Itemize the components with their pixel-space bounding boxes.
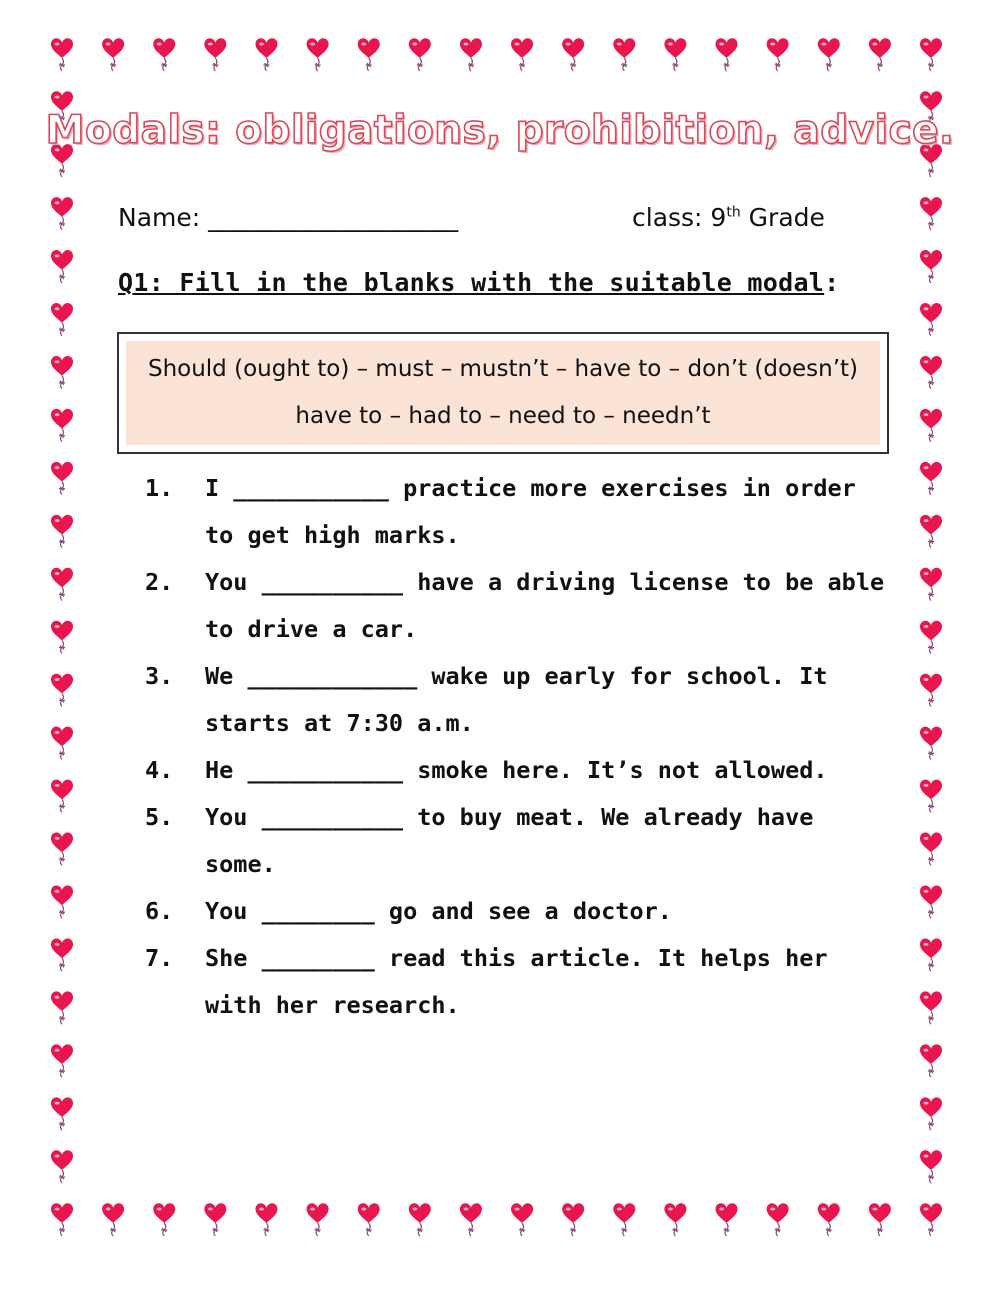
heart-balloon-icon (920, 409, 942, 442)
heart-balloon-icon (307, 1203, 329, 1236)
heart-balloon-icon (664, 38, 686, 71)
heart-balloon-icon (51, 780, 73, 813)
heart-balloon-icon (511, 1203, 533, 1236)
heart-balloon-icon (716, 1203, 738, 1236)
heart-balloon-icon (920, 568, 942, 601)
heart-balloon-icon (51, 568, 73, 601)
heart-balloon-icon (920, 1150, 942, 1183)
question-number: 2. (145, 568, 174, 596)
question-sentence: You ________ go and see a doctor. (205, 897, 672, 925)
heart-balloon-icon (51, 621, 73, 654)
heart-balloon-icon (869, 1203, 891, 1236)
heart-balloon-icon (613, 38, 635, 71)
question-item (145, 465, 885, 559)
heart-balloon-icon (51, 833, 73, 866)
heart-balloon-icon (920, 462, 942, 495)
name-field: Name: ____________________ (118, 203, 459, 232)
heart-balloon-icon (409, 38, 431, 71)
question-sentence: She ________ read this article. It helps her with her research. (205, 944, 828, 1019)
heart-balloon-icon (920, 1203, 942, 1236)
heart-balloon-icon (716, 38, 738, 71)
question-item (145, 888, 885, 935)
heart-balloon-icon (460, 38, 482, 71)
question-item (145, 935, 885, 1029)
heart-balloon-icon (920, 727, 942, 760)
heart-balloon-icon (51, 303, 73, 336)
heart-balloon-icon (51, 674, 73, 707)
heart-balloon-icon (51, 886, 73, 919)
heart-balloon-icon (51, 197, 73, 230)
question-sentence: He ___________ smoke here. It’s not allowed. (205, 756, 828, 784)
heart-balloon-icon (818, 1203, 840, 1236)
question-item (145, 559, 885, 653)
heart-balloon-icon (920, 621, 942, 654)
heart-balloon-icon (920, 38, 942, 71)
heart-balloon-icon (51, 1203, 73, 1236)
heart-balloon-icon (767, 1203, 789, 1236)
question-number: 4. (145, 756, 174, 784)
question-item (145, 747, 885, 794)
heart-balloon-icon (204, 1203, 226, 1236)
heart-balloon-icon (920, 1044, 942, 1077)
question-item (145, 794, 885, 888)
question-list (145, 465, 885, 1029)
heart-balloon-icon (920, 991, 942, 1024)
heart-balloon-icon (920, 303, 942, 336)
heart-balloon-icon (818, 38, 840, 71)
question-number: 6. (145, 897, 174, 925)
heart-balloon-icon (51, 38, 73, 71)
question-number: 3. (145, 662, 174, 690)
heart-balloon-icon (307, 38, 329, 71)
heart-balloon-icon (664, 1203, 686, 1236)
question-number: 1. (145, 474, 174, 502)
heart-balloon-icon (920, 250, 942, 283)
heart-balloon-icon (51, 515, 73, 548)
class-suffix: Grade (740, 203, 825, 232)
heart-balloon-icon (511, 38, 533, 71)
question-heading (118, 268, 840, 297)
heart-balloon-icon (51, 991, 73, 1024)
class-text: class: 9 (632, 203, 727, 232)
question-number: 5. (145, 803, 174, 831)
question-sentence: You __________ have a driving license to be able to drive a car. (205, 568, 885, 643)
heart-balloon-icon (51, 1097, 73, 1130)
heart-balloon-icon (255, 1203, 277, 1236)
question-item (145, 653, 885, 747)
page-title: Modals: obligations, prohibition, advice. (45, 108, 955, 153)
heart-balloon-icon (51, 1044, 73, 1077)
heart-balloon-icon (51, 356, 73, 389)
heart-balloon-icon (51, 727, 73, 760)
question-sentence: We ____________ wake up early for school. It starts at 7:30 a.m. (205, 662, 828, 737)
heart-balloon-icon (613, 1203, 635, 1236)
heart-balloon-icon (204, 38, 226, 71)
word-bank-box (117, 332, 889, 454)
question-colon: : (824, 268, 840, 297)
heart-balloon-icon (51, 938, 73, 971)
heart-balloon-icon (767, 38, 789, 71)
heart-balloon-icon (562, 38, 584, 71)
heart-balloon-icon (920, 515, 942, 548)
heart-balloon-icon (562, 1203, 584, 1236)
word-bank-text: Should (ought to) – must – mustn’t – have to – don’t (doesn’t) have to – had to – need to – needn’t (126, 341, 880, 445)
heart-balloon-icon (102, 38, 124, 71)
heart-balloon-icon (920, 780, 942, 813)
heart-balloon-icon (153, 1203, 175, 1236)
heart-balloon-icon (920, 356, 942, 389)
heart-balloon-icon (358, 1203, 380, 1236)
question-sentence: You __________ to buy meat. We already have some. (205, 803, 814, 878)
class-label (632, 203, 825, 232)
heart-balloon-icon (358, 38, 380, 71)
heart-balloon-icon (102, 1203, 124, 1236)
question-text: Q1: Fill in the blanks with the suitable modal (118, 268, 825, 297)
heart-balloon-icon (51, 462, 73, 495)
heart-balloon-icon (920, 886, 942, 919)
class-superscript: th (726, 204, 741, 221)
heart-balloon-icon (869, 38, 891, 71)
heart-balloon-icon (153, 38, 175, 71)
heart-balloon-icon (920, 833, 942, 866)
heart-balloon-icon (920, 197, 942, 230)
heart-balloon-icon (51, 409, 73, 442)
heart-balloon-icon (920, 674, 942, 707)
question-sentence: I ___________ practice more exercises in order to get high marks. (205, 474, 856, 549)
question-number: 7. (145, 944, 174, 972)
heart-balloon-icon (920, 938, 942, 971)
heart-balloon-icon (920, 1097, 942, 1130)
heart-balloon-icon (460, 1203, 482, 1236)
heart-balloon-icon (51, 250, 73, 283)
heart-balloon-icon (409, 1203, 431, 1236)
heart-balloon-icon (51, 1150, 73, 1183)
heart-balloon-icon (255, 38, 277, 71)
